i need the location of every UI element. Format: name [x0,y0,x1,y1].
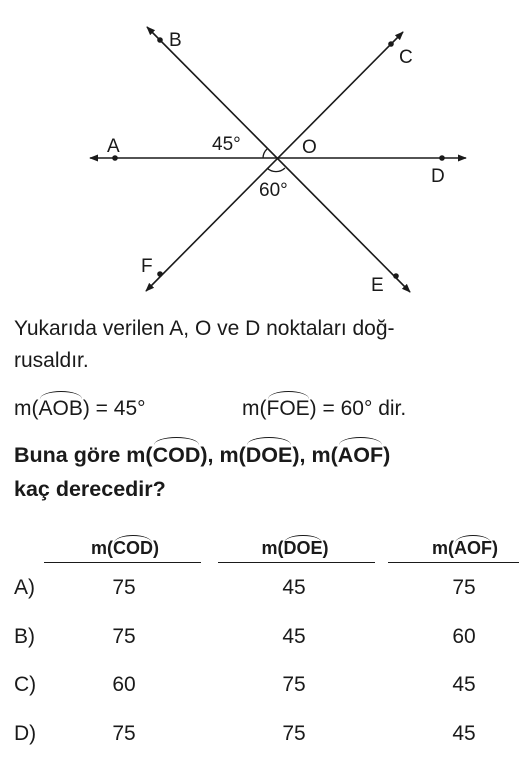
header-doe [240,538,350,559]
point-e-dot [393,273,399,279]
question-ask [14,440,390,470]
header-underline-doe [218,562,375,563]
question-ask-line-2: kaç derecedir? [14,477,166,501]
ask-arc-cod: COD [153,440,201,470]
header-aof [410,538,520,559]
value-doe: 45 [282,625,306,648]
point-b-label: B [169,30,182,51]
header-doe-suffix: ) [322,538,329,558]
option-label[interactable]: D) [14,722,37,745]
option-row-a[interactable] [0,576,523,610]
header-cod-prefix: m( [91,538,113,558]
value-cod: 75 [112,722,136,745]
value-aof: 45 [452,673,476,696]
value-cod: 60 [112,673,136,696]
angle-foe-label: 60° [259,180,288,201]
point-f-label: F [141,256,153,277]
question-line-2: rusaldır. [14,349,89,372]
line-be [147,27,410,292]
header-cod [70,538,180,559]
value-doe: 45 [282,576,306,599]
value-doe: 75 [282,722,306,745]
point-b-dot [157,37,163,43]
given-aob [14,394,146,424]
header-cod-suffix: ) [153,538,159,558]
ask-part-1: Buna göre m( [14,443,153,467]
point-e-label: E [371,275,384,296]
given-aob-suffix: ) = 45° [82,397,146,420]
value-cod: 75 [112,625,136,648]
ask-arc-doe: DOE [246,440,293,470]
point-o-label: O [302,137,317,158]
option-label[interactable]: C) [14,673,37,696]
given-aob-arc: AOB [39,394,83,424]
ask-part-4: ) [383,443,391,467]
header-doe-arc: DOE [283,538,323,558]
point-c-label: C [399,47,413,68]
value-aof: 45 [452,722,476,745]
point-a-label: A [107,136,120,157]
angle-arc-foe [267,168,285,172]
header-doe-prefix: m( [261,538,284,558]
given-foe [242,394,406,424]
option-label[interactable]: B) [14,625,35,648]
option-row-b[interactable] [0,625,523,659]
option-row-c[interactable] [0,673,523,707]
ask-arc-aof: AOF [338,440,383,470]
option-row-d[interactable] [0,722,523,756]
ask-part-2: ), m( [200,443,246,467]
point-c-dot [388,41,394,47]
ask-part-3: ), m( [292,443,338,467]
line-cf [146,32,403,291]
point-f-dot [157,271,163,277]
question-line-1: Yukarıda verilen A, O ve D noktaları doğ- [14,317,395,340]
given-foe-suffix: ) = 60° dir. [309,397,407,420]
geometry-figure [0,0,523,300]
header-cod-arc: COD [113,538,153,558]
value-aof: 75 [452,576,476,599]
given-foe-arc: FOE [267,394,310,424]
header-aof-prefix: m( [432,538,454,558]
given-aob-prefix: m( [14,397,39,420]
value-doe: 75 [282,673,306,696]
value-cod: 75 [112,576,136,599]
given-foe-prefix: m( [242,397,267,420]
header-aof-arc: AOF [454,538,492,558]
angle-arc-aob [263,149,267,158]
header-aof-suffix: ) [492,538,498,558]
angle-aob-label: 45° [212,134,241,155]
value-aof: 60 [452,625,476,648]
point-d-label: D [431,166,445,187]
header-underline-cod [44,562,201,563]
option-label[interactable]: A) [14,576,35,599]
header-underline-aof [388,562,519,563]
point-d-dot [439,155,445,161]
